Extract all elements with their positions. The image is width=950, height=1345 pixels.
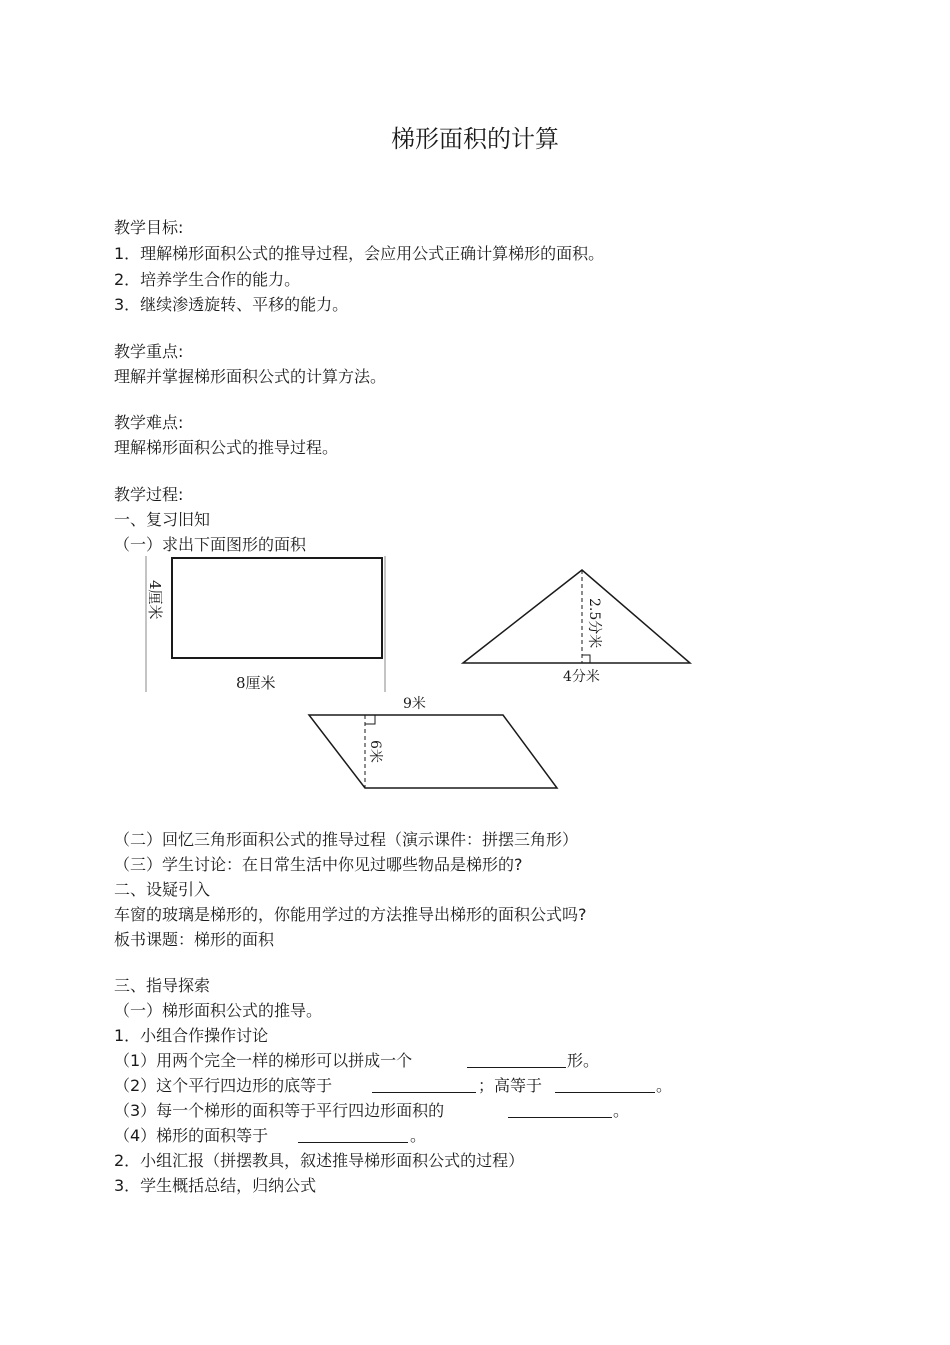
- answer-blank-1[interactable]: [467, 1051, 566, 1068]
- answer-blank-4[interactable]: [298, 1126, 408, 1143]
- intro-text: 车窗的玻璃是梯形的，你能用学过的方法推导出梯形的面积公式吗?: [114, 905, 587, 924]
- question-1-suffix: 形。: [567, 1051, 600, 1070]
- parallelogram-height-label: 6米: [367, 740, 383, 763]
- answer-blank-3[interactable]: [508, 1101, 612, 1118]
- question-3-text: （3）每一个梯形的面积等于平行四边形面积的: [114, 1101, 445, 1120]
- objective-item: 1．理解梯形面积公式的推导过程，会应用公式正确计算梯形的面积。: [114, 244, 605, 263]
- review-sub1: （一）求出下面图形的面积: [114, 535, 307, 554]
- question-2-text: （2）这个平行四边形的底等于: [114, 1076, 333, 1095]
- difficulty-text: 理解梯形面积公式的推导过程。: [114, 438, 339, 457]
- intro-heading: 二、设疑引入: [114, 880, 211, 899]
- question-2-suffix: 。: [656, 1076, 673, 1095]
- key-point-text: 理解并掌握梯形面积公式的计算方法。: [114, 367, 387, 386]
- review-heading: 一、复习旧知: [114, 510, 211, 529]
- explore-heading: 三、指导探索: [114, 976, 211, 995]
- question-2: [114, 1076, 332, 1096]
- geometry-figures: [0, 550, 950, 850]
- question-3-suffix: 。: [613, 1101, 630, 1120]
- process-heading: 教学过程:: [114, 485, 184, 504]
- review-sub2: （二）回忆三角形面积公式的推导过程（演示课件：拼摆三角形）: [114, 830, 579, 849]
- triangle-height-label: 2.5分米: [586, 598, 602, 649]
- triangle-figure: [463, 570, 690, 685]
- step2-text: 2．小组汇报（拼摆教具，叙述推导梯形面积公式的过程）: [114, 1151, 525, 1170]
- question-1-text: （1）用两个完全一样的梯形可以拼成一个: [114, 1051, 413, 1070]
- question-3: [114, 1101, 444, 1121]
- question-2-mid: ；高等于: [478, 1076, 543, 1095]
- question-4-text: （4）梯形的面积等于: [114, 1126, 269, 1145]
- explore-sub1: （一）梯形面积公式的推导。: [114, 1001, 323, 1020]
- page-title: 梯形面积的计算: [391, 125, 559, 153]
- question-1: [114, 1051, 412, 1071]
- rect-height-label: 4厘米: [146, 580, 164, 620]
- step1-text: 1．小组合作操作讨论: [114, 1026, 269, 1045]
- board-title: 板书课题：梯形的面积: [114, 930, 275, 949]
- answer-blank-2b[interactable]: [555, 1076, 655, 1093]
- objective-item: 2．培养学生合作的能力。: [114, 270, 301, 289]
- question-4-suffix: 。: [410, 1126, 427, 1145]
- triangle-base-label: 4分米: [563, 669, 600, 685]
- objective-item: 3．继续渗透旋转、平移的能力。: [114, 295, 349, 314]
- objectives-heading: 教学目标:: [114, 218, 184, 237]
- parallelogram-base-label: 9米: [403, 696, 426, 712]
- review-sub3: （三）学生讨论：在日常生活中你见过哪些物品是梯形的?: [114, 855, 523, 874]
- question-4: [114, 1126, 268, 1146]
- difficulty-heading: 教学难点:: [114, 413, 184, 432]
- rect-width-label: 8厘米: [236, 674, 276, 692]
- answer-blank-2a[interactable]: [372, 1076, 476, 1093]
- key-point-heading: 教学重点:: [114, 342, 184, 361]
- rectangle-figure: [146, 556, 385, 692]
- step3-text: 3．学生概括总结，归纳公式: [114, 1176, 317, 1195]
- parallelogram-figure: [309, 695, 557, 788]
